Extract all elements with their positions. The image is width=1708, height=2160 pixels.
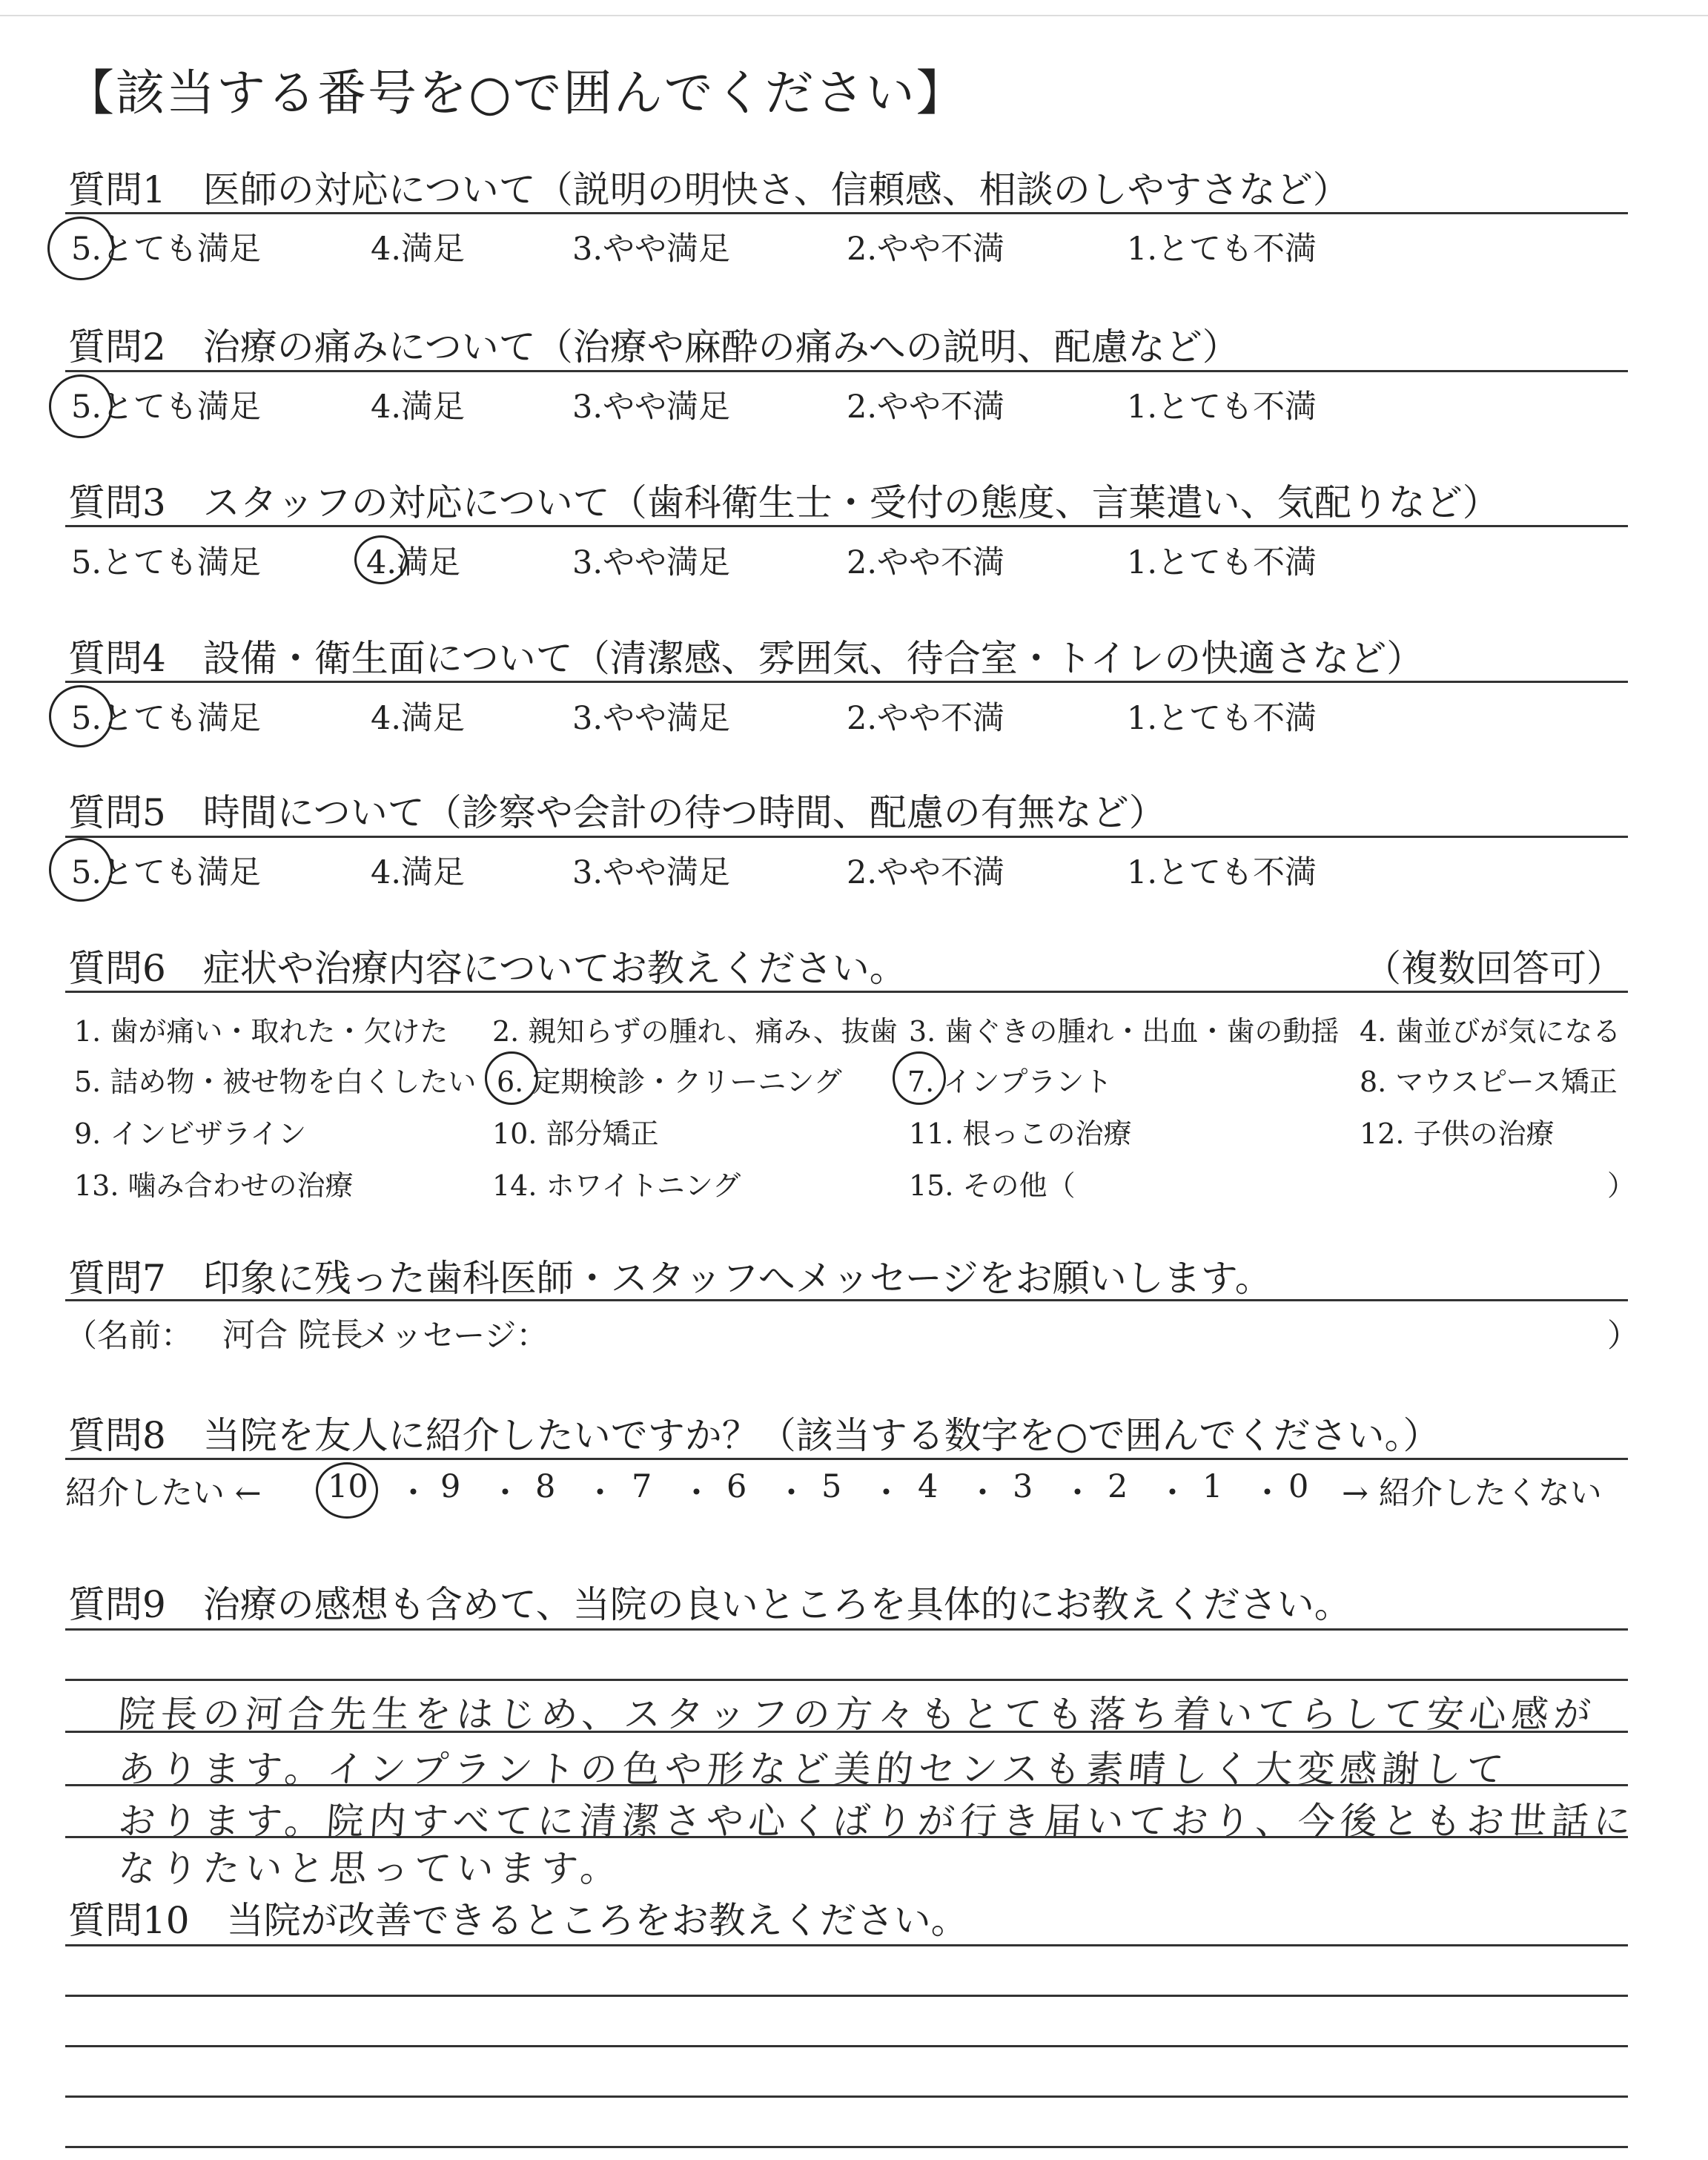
q6-item-2[interactable]: 2. 親知らずの腫れ、痛み、抜歯: [492, 1015, 898, 1048]
q8-right-label: → 紹介したくない: [1342, 1475, 1602, 1512]
q3-rule: [65, 525, 1628, 527]
q4-option-1[interactable]: 1.とても不満: [1127, 700, 1317, 737]
q8-sep: ・: [681, 1475, 712, 1512]
q4-selected-circle: [49, 685, 113, 747]
q4-option-4[interactable]: 4.満足: [371, 700, 466, 737]
q5-option-1[interactable]: 1.とても不満: [1127, 854, 1317, 891]
q9-rule-1: [65, 1679, 1628, 1681]
q4-option-5[interactable]: 5.とても満足: [71, 700, 262, 737]
q4-rule: [65, 681, 1628, 683]
q6-selected-circle-7: [893, 1051, 946, 1105]
q5-rule: [65, 836, 1628, 838]
q9-title: 質問9 治療の感想も含めて、当院の良いところを具体的にお教えください。: [68, 1583, 1351, 1626]
q3-option-1[interactable]: 1.とても不満: [1127, 544, 1317, 581]
q8-number-5[interactable]: 5: [821, 1468, 842, 1505]
q10-rule-2: [65, 2045, 1628, 2047]
q6-item-12[interactable]: 12. 子供の治療: [1360, 1117, 1555, 1150]
form-header: 【該当する番号を○で囲んでください】: [65, 65, 967, 122]
q5-title: 質問5 時間について（診察や会計の待つ時間、配慮の有無など）: [68, 791, 1166, 834]
q8-number-6[interactable]: 6: [726, 1468, 747, 1505]
q8-number-2[interactable]: 2: [1108, 1468, 1128, 1505]
q8-sep: ・: [775, 1475, 807, 1512]
q6-item-3[interactable]: 3. 歯ぐきの腫れ・出血・歯の動揺: [909, 1015, 1340, 1048]
q1-option-5[interactable]: 5.とても満足: [71, 231, 262, 268]
q8-left-label: 紹介したい ←: [65, 1475, 262, 1512]
q3-option-4[interactable]: 4.満足: [366, 544, 461, 581]
q8-sep: ・: [397, 1475, 429, 1512]
q6-item-8[interactable]: 8. マウスピース矯正: [1360, 1066, 1618, 1098]
q2-selected-circle: [49, 374, 113, 438]
q8-sep: ・: [1251, 1475, 1283, 1512]
q6-item-6[interactable]: 6. 定期検診・クリーニング: [497, 1066, 842, 1098]
q8-number-1[interactable]: 1: [1202, 1468, 1223, 1505]
q8-number-4[interactable]: 4: [918, 1468, 939, 1505]
q5-selected-circle: [49, 838, 113, 902]
q7-close-paren: ）: [1607, 1318, 1639, 1355]
q9-answer-line-1[interactable]: 院長の河合先生をはじめ、スタッフの方々もとても落ち着いてらして安心感が: [116, 1693, 1598, 1736]
q6-item-15[interactable]: 15. その他（: [909, 1169, 1076, 1202]
q4-option-3[interactable]: 3.やや満足: [572, 700, 731, 737]
q3-title: 質問3 スタッフの対応について（歯科衛生士・受付の態度、言葉遣い、気配りなど）: [68, 481, 1500, 524]
scan-top-edge: [0, 15, 1708, 16]
q6-item-5[interactable]: 5. 詰め物・被せ物を白くしたい: [74, 1066, 477, 1098]
q6-item-9[interactable]: 9. インビザライン: [74, 1117, 307, 1150]
q2-title: 質問2 治療の痛みについて（治療や麻酔の痛みへの説明、配慮など）: [68, 326, 1239, 369]
q2-option-4[interactable]: 4.満足: [371, 389, 466, 426]
q1-selected-circle: [47, 217, 114, 280]
q6-multiple-note: （複数回答可）: [1364, 947, 1623, 990]
q10-rule-1: [65, 1995, 1628, 1997]
q7-name-label: （名前：: [65, 1318, 193, 1355]
q9-answer-line-3[interactable]: おります。院内すべてに清潔さや心くばりが行き届いており、今後ともお世話に: [116, 1800, 1638, 1843]
q8-rule: [65, 1458, 1628, 1460]
q8-number-10[interactable]: 10: [328, 1468, 368, 1505]
q6-item-1[interactable]: 1. 歯が痛い・取れた・欠けた: [74, 1015, 448, 1048]
q5-option-3[interactable]: 3.やや満足: [572, 854, 731, 891]
q8-sep: ・: [967, 1475, 999, 1512]
q1-option-4[interactable]: 4.満足: [371, 231, 466, 268]
q5-option-4[interactable]: 4.満足: [371, 854, 466, 891]
q4-title: 質問4 設備・衛生面について（清潔感、雰囲気、待合室・トイレの快適さなど）: [68, 637, 1424, 680]
q2-rule: [65, 370, 1628, 372]
q6-item-4[interactable]: 4. 歯並びが気になる: [1360, 1015, 1621, 1048]
q6-selected-circle-6: [485, 1051, 538, 1105]
q8-number-3[interactable]: 3: [1013, 1468, 1033, 1505]
q6-item-11[interactable]: 11. 根っこの治療: [909, 1117, 1132, 1150]
q7-message-label: メッセージ：: [359, 1318, 549, 1355]
q5-option-2[interactable]: 2.やや不満: [847, 854, 1005, 891]
q8-sep: ・: [584, 1475, 616, 1512]
q9-answer-line-4[interactable]: なりたいと思っています。: [116, 1847, 624, 1890]
q2-option-2[interactable]: 2.やや不満: [847, 389, 1005, 426]
q3-option-3[interactable]: 3.やや満足: [572, 544, 731, 581]
q6-item-13[interactable]: 13. 噛み合わせの治療: [74, 1169, 354, 1202]
q1-option-2[interactable]: 2.やや不満: [847, 231, 1005, 268]
q8-sep: ・: [870, 1475, 902, 1512]
q7-name-handwritten[interactable]: 河合 院長: [222, 1316, 363, 1354]
q3-option-5[interactable]: 5.とても満足: [71, 544, 262, 581]
q6-item-14[interactable]: 14. ホワイトニング: [492, 1169, 741, 1202]
q10-rule-4: [65, 2146, 1628, 2148]
q5-option-5[interactable]: 5.とても満足: [71, 854, 262, 891]
q6-other-close-paren: ）: [1607, 1169, 1636, 1202]
q2-option-1[interactable]: 1.とても不満: [1127, 389, 1317, 426]
q1-rule: [65, 212, 1628, 214]
q8-sep: ・: [1156, 1475, 1188, 1512]
q6-item-10[interactable]: 10. 部分矯正: [492, 1117, 659, 1150]
q10-rule-0: [65, 1944, 1628, 1946]
q8-number-7[interactable]: 7: [632, 1468, 652, 1505]
q9-rule-0: [65, 1628, 1628, 1631]
q10-title: 質問10 当院が改善できるところをお教えください。: [68, 1899, 968, 1942]
q8-title: 質問8 当院を友人に紹介したいですか？（該当する数字を○で囲んでください。）: [68, 1414, 1440, 1457]
q3-option-2[interactable]: 2.やや不満: [847, 544, 1005, 581]
q6-title: 質問6 症状や治療内容についてお教えください。: [68, 947, 907, 990]
q4-option-2[interactable]: 2.やや不満: [847, 700, 1005, 737]
q8-sep: ・: [489, 1475, 521, 1512]
q8-number-9[interactable]: 9: [440, 1468, 461, 1505]
q1-option-3[interactable]: 3.やや満足: [572, 231, 731, 268]
q1-title: 質問1 医師の対応について（説明の明快さ、信頼感、相談のしやすさなど）: [68, 168, 1350, 211]
q9-answer-line-2[interactable]: あります。インプラントの色や形など美的センスも素晴しく大変感謝して: [116, 1748, 1511, 1791]
q7-title: 質問7 印象に残った歯科医師・スタッフへメッセージをお願いします。: [68, 1257, 1272, 1300]
q8-selected-circle: [316, 1462, 378, 1519]
q7-rule: [65, 1299, 1628, 1301]
q8-sep: ・: [1062, 1475, 1093, 1512]
q6-rule: [65, 991, 1628, 993]
q1-option-1[interactable]: 1.とても不満: [1127, 231, 1317, 268]
q2-option-5[interactable]: 5.とても満足: [71, 389, 262, 426]
q3-selected-circle: [354, 535, 408, 584]
q8-number-8[interactable]: 8: [535, 1468, 556, 1505]
q10-rule-3: [65, 2095, 1628, 2098]
q2-option-3[interactable]: 3.やや満足: [572, 389, 731, 426]
q8-number-0[interactable]: 0: [1288, 1468, 1309, 1505]
q6-item-7[interactable]: 7. インプラント: [907, 1066, 1113, 1098]
